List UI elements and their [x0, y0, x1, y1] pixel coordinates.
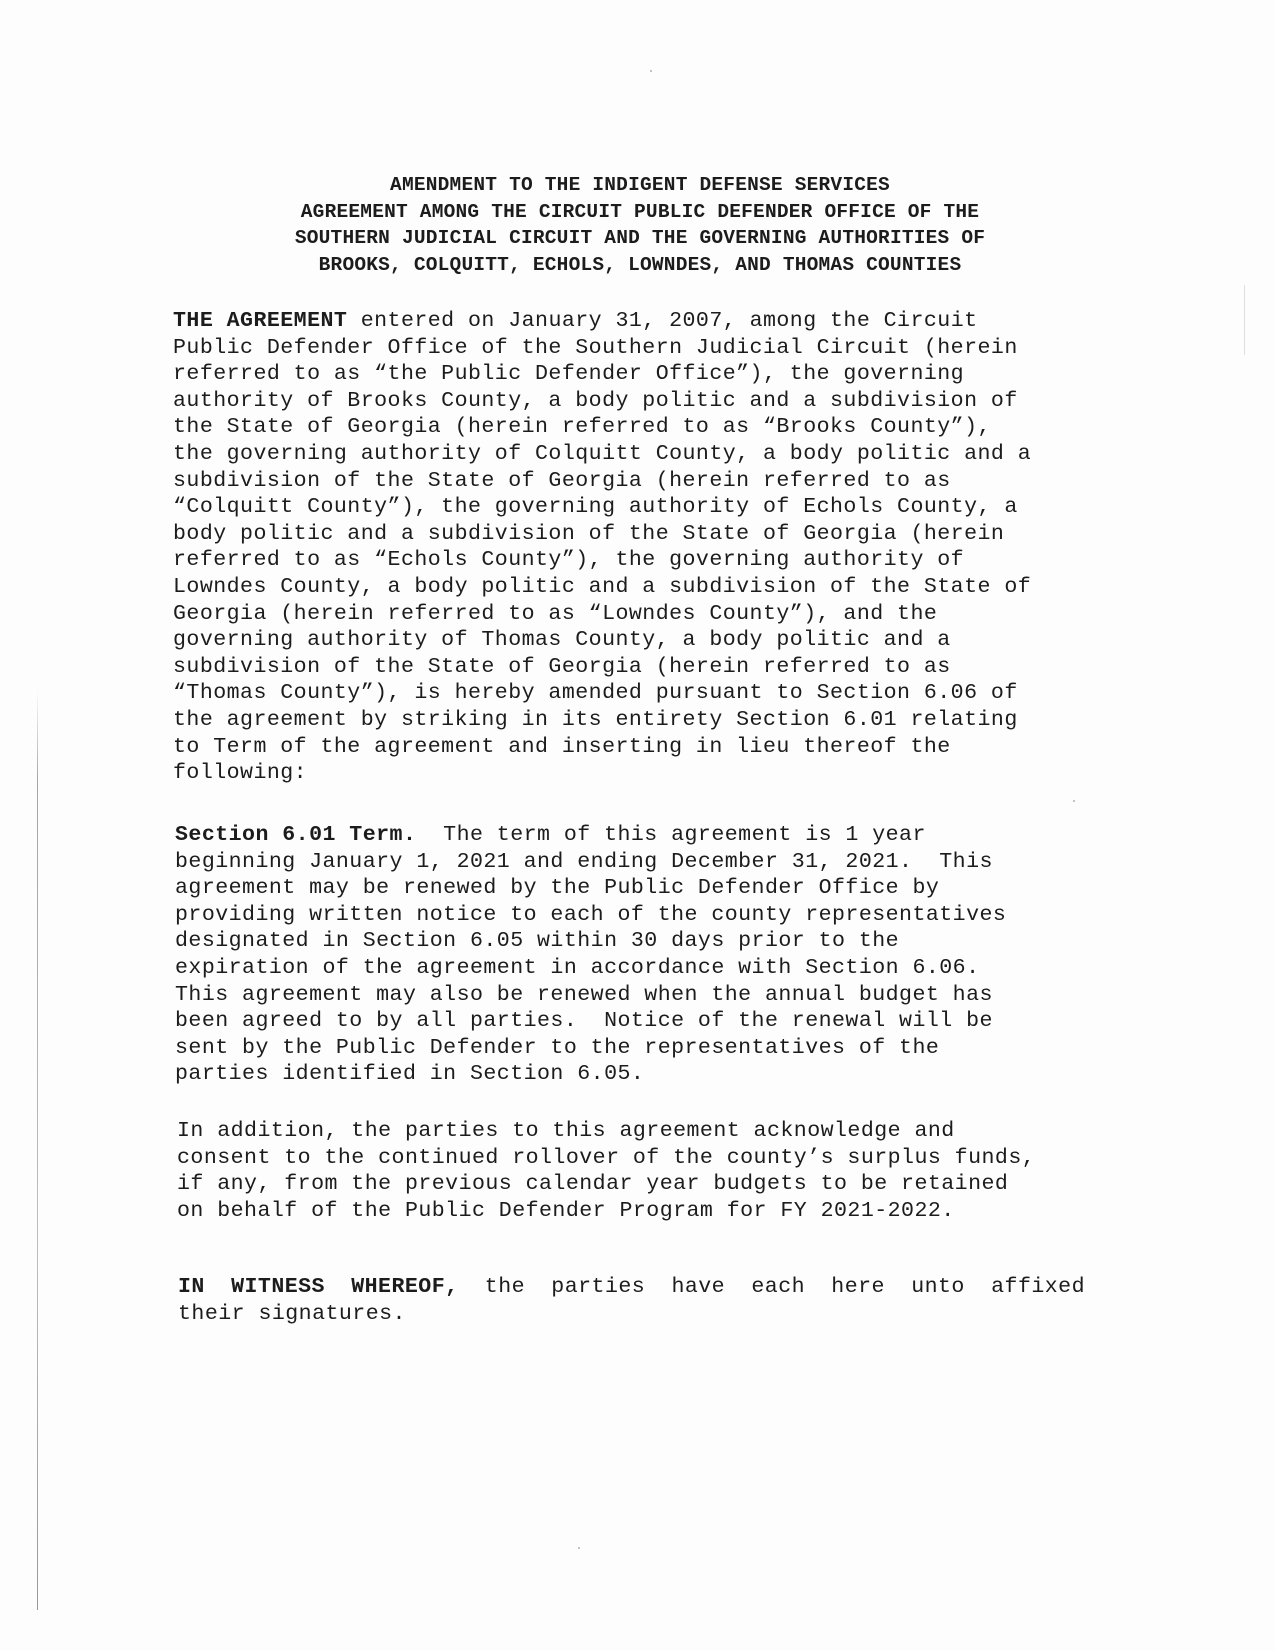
- paragraph-line: authority of Brooks County, a body politic and a subdivision of: [173, 388, 1018, 413]
- paragraph-line: [175, 822, 1006, 849]
- paragraph-line: providing written notice to each of the county representatives: [175, 902, 1007, 927]
- paragraph-line: In addition, the parties to this agreement acknowledge and: [177, 1119, 955, 1143]
- scan-speck: [1073, 800, 1075, 802]
- paragraph-line: their signatures.: [178, 1301, 406, 1326]
- paragraph-line: body politic and a subdivision of the State of Georgia (herein: [173, 521, 1005, 546]
- paragraph-line: consent to the continued rollover of the county’s surplus funds,: [177, 1145, 1036, 1170]
- paragraph-line: “Thomas County”), is hereby amended pursuant to Section 6.06 of: [173, 681, 1018, 706]
- scan-edge-mark-right: [1244, 285, 1245, 355]
- paragraph-line: to Term of the agreement and inserting in lieu thereof the: [173, 734, 951, 759]
- paragraph-line: the agreement by striking in its entirety Section 6.01 relating: [173, 707, 1018, 732]
- paragraph-line: This agreement may also be renewed when the annual budget has: [175, 982, 993, 1007]
- paragraph-line: governing authority of Thomas County, a body politic and a: [173, 628, 951, 653]
- paragraph-line: the governing authority of Colquitt County, a body politic and a: [173, 441, 1032, 466]
- section-paragraph: [175, 822, 1006, 1088]
- line-text: The term of this agreement is 1 year: [416, 823, 926, 847]
- line-text: entered on January 31, 2007, among the Circuit: [347, 309, 978, 333]
- paragraph-line: beginning January 1, 2021 and ending December 31, 2021. This: [175, 849, 993, 874]
- addition-paragraph: [177, 1118, 1035, 1224]
- paragraph-line: agreement may be renewed by the Public Defender Office by: [175, 876, 940, 901]
- paragraph-line: referred to as “Echols County”), the governing authority of: [173, 548, 965, 573]
- paragraph-line: following:: [173, 761, 308, 786]
- paragraph-line: parties identified in Section 6.05.: [175, 1062, 645, 1087]
- paragraph-line: “Colquitt County”), the governing authority of Echols County, a: [173, 495, 1018, 520]
- paragraph-line: Georgia (herein referred to as “Lowndes County”), and the: [173, 601, 938, 626]
- witness-lead: IN WITNESS WHEREOF,: [178, 1275, 459, 1299]
- paragraph-line: referred to as “the Public Defender Office”), the governing: [173, 362, 965, 387]
- section-heading: Section 6.01 Term.: [175, 823, 417, 847]
- scan-speck: [578, 1547, 580, 1549]
- scan-edge-mark: [37, 690, 38, 1610]
- title-line: AMENDMENT TO THE INDIGENT DEFENSE SERVICES: [390, 174, 890, 196]
- paragraph-line: Public Defender Office of the Southern Judicial Circuit (herein: [173, 335, 1018, 360]
- paragraph-line: the State of Georgia (herein referred to as “Brooks County”),: [173, 415, 991, 440]
- paragraph-line: designated in Section 6.05 within 30 days prior to the: [175, 929, 900, 954]
- paragraph-line: been agreed to by all parties. Notice of the renewal will be: [175, 1009, 993, 1034]
- title-line: AGREEMENT AMONG THE CIRCUIT PUBLIC DEFENDER OFFICE OF THE: [300, 200, 980, 223]
- paragraph-line: Lowndes County, a body politic and a subdivision of the State of: [173, 574, 1032, 599]
- scan-speck: [650, 70, 652, 72]
- title-line: BROOKS, COLQUITT, ECHOLS, LOWNDES, AND THOMAS COUNTIES: [318, 253, 962, 276]
- paragraph-line: [173, 308, 1031, 335]
- paragraph-line: on behalf of the Public Defender Program for FY 2021-2022.: [177, 1198, 955, 1223]
- lead-term: THE AGREEMENT: [173, 309, 348, 333]
- paragraph-line: sent by the Public Defender to the representatives of the: [175, 1035, 940, 1060]
- line-text: the parties have each here unto affixed: [458, 1275, 1085, 1299]
- paragraph-line: [178, 1274, 1085, 1301]
- paragraph-line: subdivision of the State of Georgia (herein referred to as: [173, 654, 951, 679]
- paragraph-line: if any, from the previous calendar year budgets to be retained: [177, 1172, 1009, 1197]
- witness-paragraph: [178, 1274, 1085, 1327]
- paragraph-line: subdivision of the State of Georgia (herein referred to as: [173, 468, 951, 493]
- intro-paragraph: [173, 308, 1031, 787]
- title-line: SOUTHERN JUDICIAL CIRCUIT AND THE GOVERNING AUTHORITIES OF: [294, 227, 986, 249]
- document-title: [180, 172, 1100, 278]
- paragraph-line: expiration of the agreement in accordance with Section 6.06.: [175, 955, 980, 980]
